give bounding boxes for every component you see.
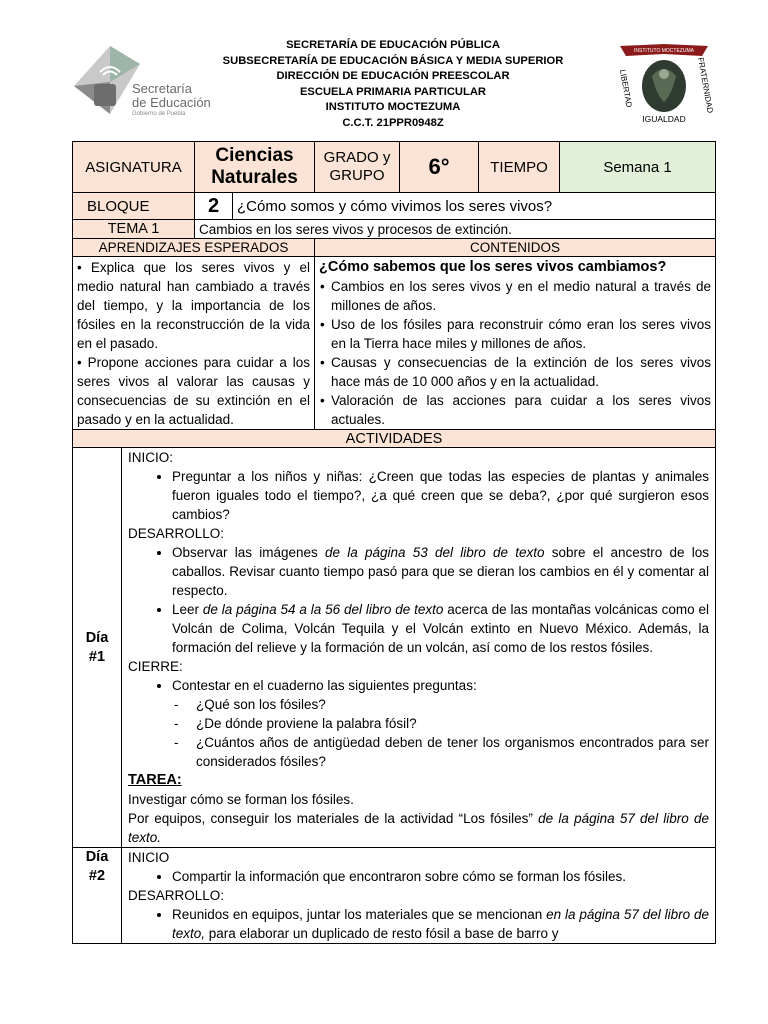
question-item: - ¿Cuántos años de antigüedad deben de tener los organismos encontrados para ser considerados fósiles? (196, 733, 709, 771)
dia1-desarrollo-item: • Leer de la página 54 a la 56 del libro de texto acerca de las montañas volcánicas como el Volcán de Colima, Volcán Tequila y el Volcán extinto en Nuevo México. Además, la formación del relieve y la formación de un volcán, así como de los restos fósiles. (172, 600, 709, 657)
left-logo-line3: Gobierno de Puebla (132, 111, 186, 117)
tiempo-value: Semana 1 (560, 142, 716, 193)
question-item: - ¿Qué son los fósiles? (196, 695, 709, 714)
heading-line: SUBSECRETARÍA DE EDUCACIÓN BÁSICA Y MEDIA SUPERIOR (222, 54, 564, 67)
dia1-label (73, 448, 122, 848)
aprendizaje-item: • Explica que los seres vivos y el medio natural han cambiado a través del tiempo, y la importancia de los fósiles en la reconstrucción de la vida en el pasado. (77, 260, 311, 351)
asignatura-line1: Ciencias (215, 145, 294, 166)
lesson-plan-table (72, 141, 716, 944)
dia1-tarea-line1: Investigar cómo se forman los fósiles. (128, 792, 354, 807)
bloque-row (73, 193, 716, 220)
asignatura-value (195, 142, 315, 193)
dia1-tarea-heading: TAREA: (128, 772, 182, 788)
grado-label (315, 142, 400, 193)
right-logo-left: LIBERTAD (618, 68, 634, 109)
contenido-item: • Causas y consecuencias de la extinción de los seres vivos hace más de 10 000 años y en la actualidad. (331, 353, 711, 391)
dia2-desarrollo-item: • Reunidos en equipos, juntar los materiales que se mencionan en la página 57 del libro de texto, para elaborar un duplicado de resto fósil a base de barro y (172, 905, 709, 943)
bloque-value: 2 (195, 193, 233, 220)
contenido-item: • Valoración de las acciones para cuidar a los seres vivos actuales. (331, 391, 711, 429)
left-logo-line2: de Educación (132, 95, 211, 110)
tema-row (73, 220, 716, 239)
institution-heading (200, 38, 586, 132)
puebla-emblem-icon (74, 46, 140, 114)
dia2-row (73, 848, 716, 944)
heading-line: DIRECCIÓN DE EDUCACIÓN PREESCOLAR (276, 70, 510, 83)
grado-line2: GRUPO (329, 167, 385, 184)
dia2-desarrollo-list (128, 905, 709, 943)
dia1-tarea-line2: Por equipos, conseguir los materiales de la actividad “Los fósiles” de la página 57 del libro de texto. (128, 811, 710, 845)
contenidos-title: ¿Cómo sabemos que los seres vivos cambiamos? (319, 259, 667, 275)
aprendizaje-item: • Propone acciones para cuidar a los seres vivos al valorar las causas y consecuencias de su extinción en el pasado y en la actualidad. (77, 355, 311, 427)
dia2-label-line2: #2 (88, 868, 106, 884)
left-logo-line1: Secretaría (132, 81, 192, 96)
actividades-header-row (73, 430, 716, 448)
instituto-moctezuma-logo (612, 40, 717, 130)
dia1-activities (122, 448, 716, 848)
dia1-desarrollo-item: • Observar las imágenes de la página 53 del libro de texto sobre el ancestro de los caballos. Revisar cuanto tiempo pasó para que se dieran los cambios en él y comentar al respecto. (172, 543, 709, 600)
dia2-desarrollo-heading: DESARROLLO: (128, 888, 225, 903)
aprendizajes-header: APRENDIZAJES ESPERADOS (73, 239, 315, 257)
heading-line: SECRETARÍA DE EDUCACIÓN PÚBLICA (286, 39, 500, 51)
dia1-desarrollo-heading: DESARROLLO: (128, 526, 225, 541)
left-logo-text (132, 82, 211, 118)
heading-line: C.C.T. 21PPR0948Z (342, 116, 444, 129)
aprendizajes-cell (73, 257, 315, 430)
dia2-inicio-item: • Compartir la información que encontraron sobre cómo se forman los fósiles. (172, 867, 709, 886)
heading-line: INSTITUTO MOCTEZUMA (325, 101, 461, 114)
bloque-title: ¿Cómo somos y cómo vivimos los seres vivos? (233, 193, 716, 220)
tema-value: Cambios en los seres vivos y procesos de extinción. (195, 220, 716, 239)
dia2-label-line1: Día (85, 849, 109, 865)
dia2-activities (122, 848, 716, 944)
right-logo-right: FRATERNIDAD (696, 56, 715, 114)
dia1-row (73, 448, 716, 848)
contenidos-header: CONTENIDOS (315, 239, 716, 257)
subject-row (73, 142, 716, 193)
heading-line: ESCUELA PRIMARIA PARTICULAR (299, 85, 487, 98)
aprendizajes-contenidos-row (73, 257, 716, 430)
contenidos-cell (315, 257, 716, 430)
tema-label: TEMA 1 (73, 220, 195, 239)
dia2-inicio-list (128, 867, 709, 886)
dia1-cierre-item: • Contestar en el cuaderno las siguientes preguntas: (172, 676, 709, 695)
asignatura-label: ASIGNATURA (73, 142, 195, 193)
dia2-inicio-heading: INICIO (128, 850, 170, 865)
dia1-label-line1: Día (85, 629, 109, 646)
tiempo-label: TIEMPO (479, 142, 560, 193)
right-logo-bottom: IGUALDAD (642, 114, 686, 124)
contenidos-list (325, 277, 711, 429)
right-logo-top: INSTITUTO MOCTEZUMA (634, 48, 694, 54)
contenido-item: • Cambios en los seres vivos y en el medio natural a través de millones de años. (331, 277, 711, 315)
dia2-label (73, 848, 122, 944)
dia1-inicio-heading: INICIO: (128, 450, 174, 465)
actividades-header: ACTIVIDADES (73, 430, 716, 448)
bloque-label: BLOQUE (73, 193, 195, 220)
dia1-inicio-item: • Preguntar a los niños y niñas: ¿Creen que todas las especies de plantas y animales fueron iguales todo el tiempo?, ¿a qué creen que se deba?, ¿por qué surgieron esos cambios? (172, 467, 709, 524)
dia1-label-line2: #1 (88, 648, 106, 665)
dia1-desarrollo-list (128, 543, 709, 657)
dia1-cierre-heading: CIERRE: (128, 659, 183, 674)
question-item: - ¿De dónde proviene la palabra fósil? (196, 714, 709, 733)
grado-value: 6° (400, 142, 479, 193)
section-header-row (73, 239, 716, 257)
grado-line1: GRADO y (323, 149, 391, 166)
dia1-cierre-list (128, 676, 709, 695)
dia1-inicio-list (128, 467, 709, 524)
contenido-item: • Uso de los fósiles para reconstruir cómo eran los seres vivos en la Tierra hace miles y millones de años. (331, 315, 711, 353)
document-header (0, 0, 768, 140)
asignatura-line2: Naturales (211, 167, 298, 188)
dia1-questions-list (128, 695, 709, 771)
